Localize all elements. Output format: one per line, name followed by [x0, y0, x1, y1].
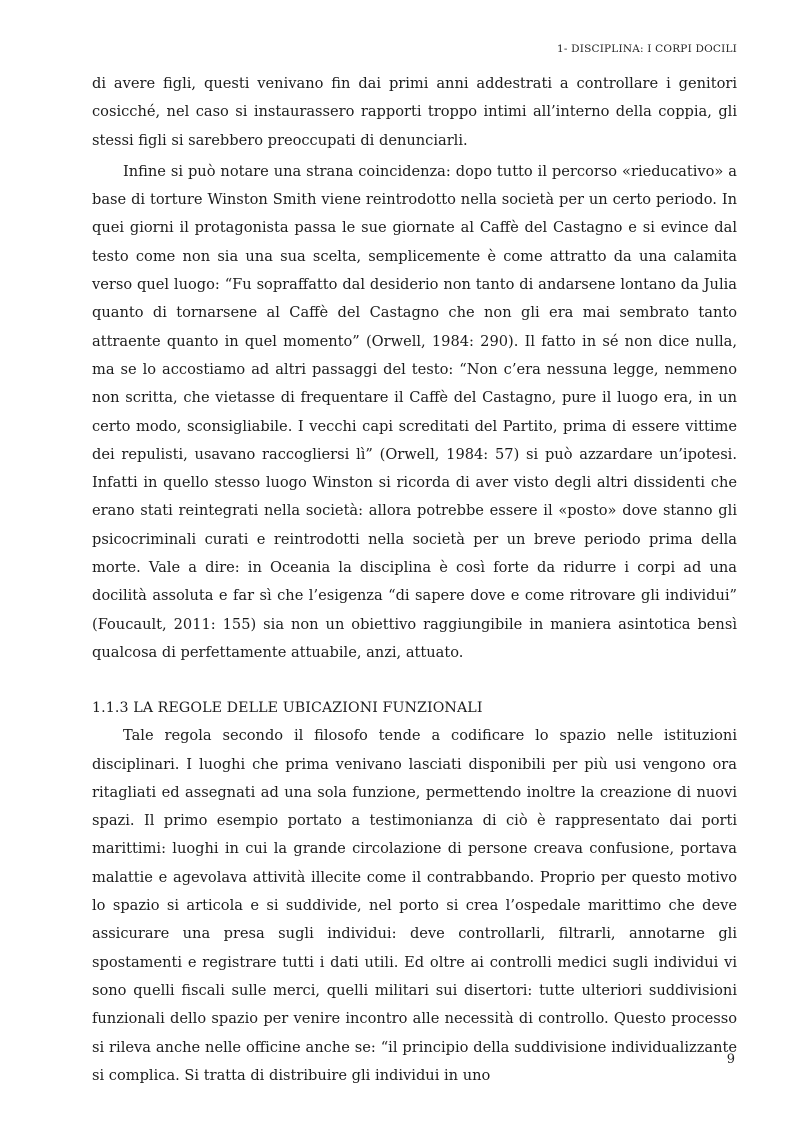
section-heading: 1.1.3 LA REGOLE DELLE UBICAZIONI FUNZIONALI	[92, 700, 483, 717]
page-number: 9	[726, 1052, 735, 1067]
paragraph-continued: di avere figli, questi venivano fin dai primi anni addestrati a controllare i genitori cosicché, nel caso si instaurassero rapporti troppo intimi all’interno della coppia, gli stessi figli si sarebbero preoccupati di denunciarli.	[92, 75, 737, 149]
paragraph-orwell: Infine si può notare una strana coincidenza: dopo tutto il percorso «rieducativo» a base di torture Winston Smith viene reintrodotto nella società per un certo periodo. In quei giorni il protagonista passa le sue giornate al Caffè del Castagno e si evince dal testo come non sia una sua scelta, semplicemente è come attratto da una calamita verso quel luogo: “Fu sopraffatto dal desiderio non tanto di andarsene lontano da Julia quanto di tornarsene al Caffè del Castagno che non gli era mai sembrato tanto attraente quanto in quel momento” (Orwell, 1984: 290). Il fatto in sé non dice nulla, ma se lo accostiamo ad altri passaggi del testo: “Non c’era nessuna legge, nemmeno non scritta, che vietasse di frequentare il Caffè del Castagno, pure il luogo era, in un certo modo, sconsigliabile. I vecchi capi screditati del Partito, prima di essere vittime dei repulisti, usavano raccogliersi lì” (Orwell, 1984: 57) si può azzardare un’ipotesi. Infatti in quello stesso luogo Winston si ricorda di aver visto degli altri dissidenti che erano stati reintegrati nella società: allora potrebbe essere il «posto» dove stanno gli psicocriminali curati e reintrodotti nella società per un breve periodo prima della morte. Vale a dire: in Oceania la disciplina è così forte da ridurre i corpi ad una docilità assoluta e far sì che l’esigenza “di sapere dove e come ritrovare gli individui” (Foucault, 2011: 155) sia non un obiettivo raggiungibile in maniera asintotica bensì qualcosa di perfettamente attuabile, anzi, attuato.	[92, 162, 737, 661]
running-header: 1- DISCIPLINA: I CORPI DOCILI	[556, 43, 737, 55]
paragraph-ubicazioni: Tale regola secondo il filosofo tende a codificare lo spazio nelle istituzioni disciplinari. I luoghi che prima venivano lasciati disponibili per più usi vengono ora ritagliati ed assegnati ad una sola funzione, permettendo inoltre la creazione di nuovi spazi. Il primo esempio portato a testimonianza di ciò è rappresentato dai porti marittimi: luoghi in cui la grande circolazione di persone creava confusione, portava malattie e agevolava attività illecite come il contrabbando. Proprio per questo motivo lo spazio si articola e si suddivide, nel porto si crea l’ospedale marittimo che deve assicurare una presa sugli individui: deve controllarli, filtrarli, annotarne gli spostamenti e registrare tutti i dati utili. Ed oltre ai controlli medici sugli individui vi sono quelli fiscali sulle merci, quelli militari sui disertori: tutte ulteriori suddivisioni funzionali dello spazio per venire incontro alle necessità di controllo. Questo processo si rileva anche nelle officine anche se: “il principio della suddivisione individualizzante si complica. Si tratta di distribuire gli individui in uno	[92, 727, 737, 1084]
page-body	[92, 70, 737, 1090]
